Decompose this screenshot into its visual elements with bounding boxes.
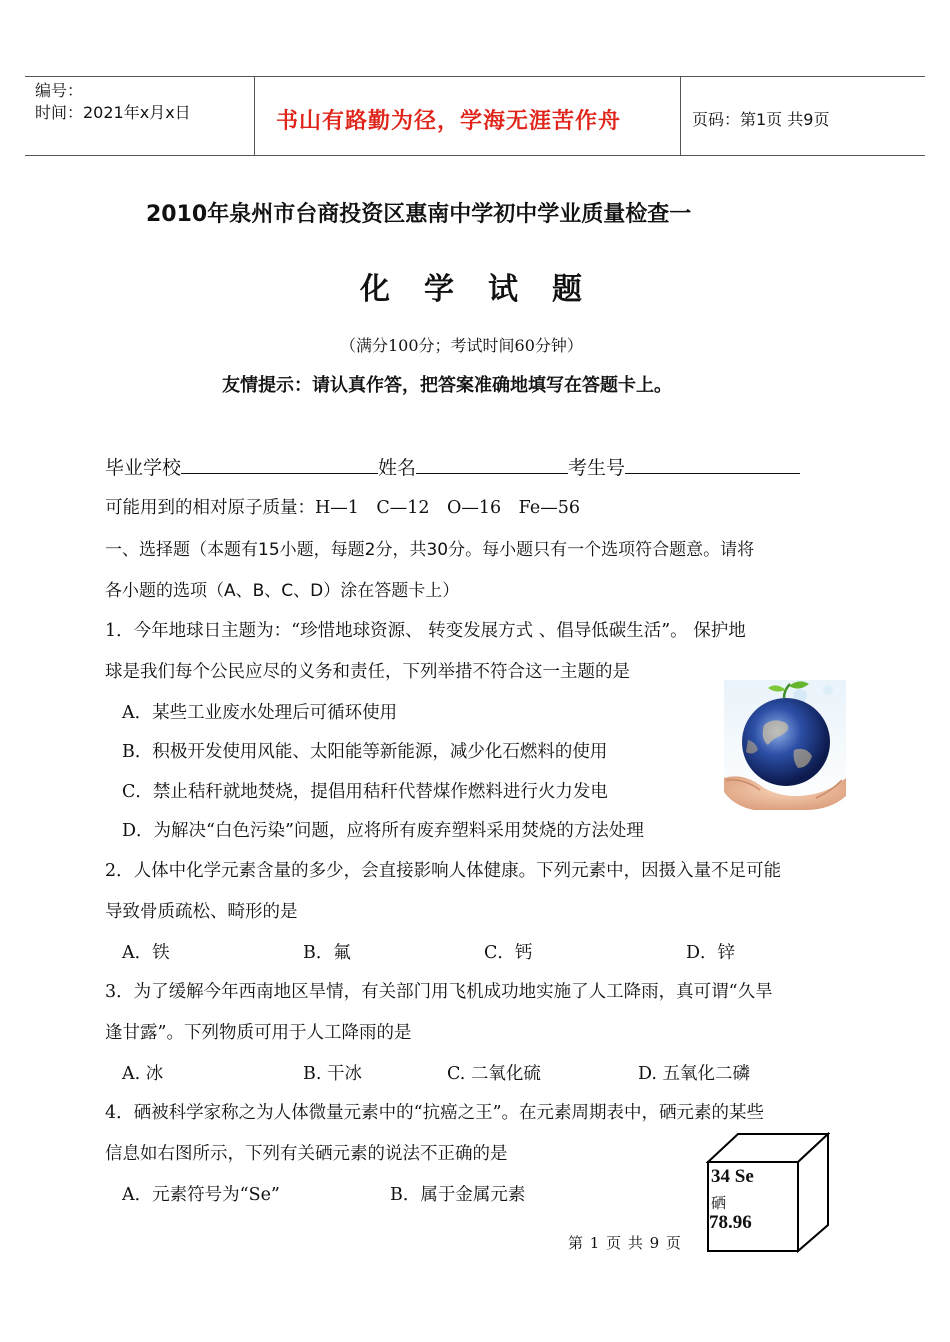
- q4-stem-line2: 信息如右图所示，下列有关硒元素的说法不正确的是: [105, 1144, 508, 1164]
- q2-stem-line1: 2．人体中化学元素含量的多少，会直接影响人体健康。下列元素中，因摄入量不足可能: [105, 861, 782, 881]
- q1-stem-line2: 球是我们每个公民应尽的义务和责任，下列举措不符合这一主题的是: [105, 662, 630, 682]
- header-divider-left: [254, 76, 255, 156]
- q2-option-c[interactable]: C．钙: [484, 943, 533, 963]
- q1-option-d[interactable]: D．为解决“白色污染”问题，应将所有废弃塑料采用焚烧的方法处理: [122, 821, 644, 841]
- document-code-label: 编号：: [35, 81, 84, 100]
- q3-option-a[interactable]: A. 冰: [122, 1064, 164, 1084]
- exam-id-label: 考生号: [568, 457, 626, 479]
- q3-stem-line2: 逢甘露”。下列物质可用于人工降雨的是: [105, 1023, 412, 1043]
- q1-option-b[interactable]: B．积极开发使用风能、太阳能等新能源，减少化石燃料的使用: [122, 742, 608, 762]
- q2-option-d[interactable]: D．锌: [686, 943, 736, 963]
- element-atomic-mass: 78.96: [709, 1212, 752, 1233]
- q1-option-a[interactable]: A．某些工业废水处理后可循环使用: [122, 703, 398, 723]
- q4-stem-line1: 4．硒被科学家称之为人体微量元素中的“抗癌之王”。在元素周期表中，硒元素的某些: [105, 1103, 765, 1123]
- header-page-info: 页码：第1页 共9页: [692, 110, 830, 129]
- header-bottom-border: [25, 155, 925, 156]
- school-label: 毕业学校: [105, 457, 182, 479]
- q2-option-b[interactable]: B．氟: [303, 943, 351, 963]
- header-top-border: [25, 76, 925, 77]
- q1-option-c[interactable]: C．禁止秸秆就地焚烧，提倡用秸秆代替煤作燃料进行火力发电: [122, 782, 608, 802]
- document-time-label: 时间：2021年x月x日: [35, 103, 191, 122]
- student-info-row: [105, 453, 800, 480]
- header-motto: 书山有路勤为径，学海无涯苦作舟: [276, 109, 622, 134]
- q2-stem-line2: 导致骨质疏松、畸形的是: [105, 902, 298, 922]
- q4-option-b[interactable]: B．属于金属元素: [390, 1185, 526, 1205]
- q2-option-a[interactable]: A．铁: [122, 943, 170, 963]
- exam-title: 2010年泉州市台商投资区惠南中学初中学业质量检查一: [146, 202, 692, 227]
- page-footer: 第 1 页 共 9 页: [568, 1234, 682, 1252]
- globe-in-hands-image: [724, 680, 846, 810]
- q1-stem-line1: 1．今年地球日主题为：“珍惜地球资源、 转变发展方式 、倡导低碳生活”。 保护地: [105, 621, 746, 641]
- friendly-tip: 友情提示：请认真作答，把答案准确地填写在答题卡上。: [222, 375, 672, 396]
- section1-instructions-line1: 一、选择题（本题有15小题，每题2分，共30分。每小题只有一个选项符合题意。请将: [105, 540, 755, 560]
- q3-stem-line1: 3．为了缓解今年西南地区旱情，有关部门用飞机成功地实施了人工降雨，真可谓“久旱: [105, 982, 773, 1002]
- q3-option-b[interactable]: B. 干冰: [303, 1064, 362, 1084]
- exam-id-blank[interactable]: [625, 455, 800, 474]
- element-number-symbol: 34 Se: [711, 1166, 754, 1187]
- section1-instructions-line2: 各小题的选项（A、B、C、D）涂在答题卡上）: [105, 581, 460, 601]
- score-time-note: （满分100分；考试时间60分钟）: [340, 336, 583, 355]
- q4-option-a[interactable]: A．元素符号为“Se”: [122, 1185, 280, 1205]
- element-name: 硒: [711, 1194, 727, 1212]
- atomic-masses: 可能用到的相对原子质量：H—1 C—12 O—16 Fe—56: [105, 498, 580, 518]
- name-label: 姓名: [378, 457, 417, 479]
- q3-option-d[interactable]: D. 五氧化二磷: [638, 1064, 751, 1084]
- school-blank[interactable]: [181, 455, 378, 474]
- q3-option-c[interactable]: C. 二氧化硫: [447, 1064, 541, 1084]
- subject-title: 化学试题: [360, 272, 616, 307]
- header-divider-right: [680, 76, 681, 156]
- name-blank[interactable]: [416, 455, 568, 474]
